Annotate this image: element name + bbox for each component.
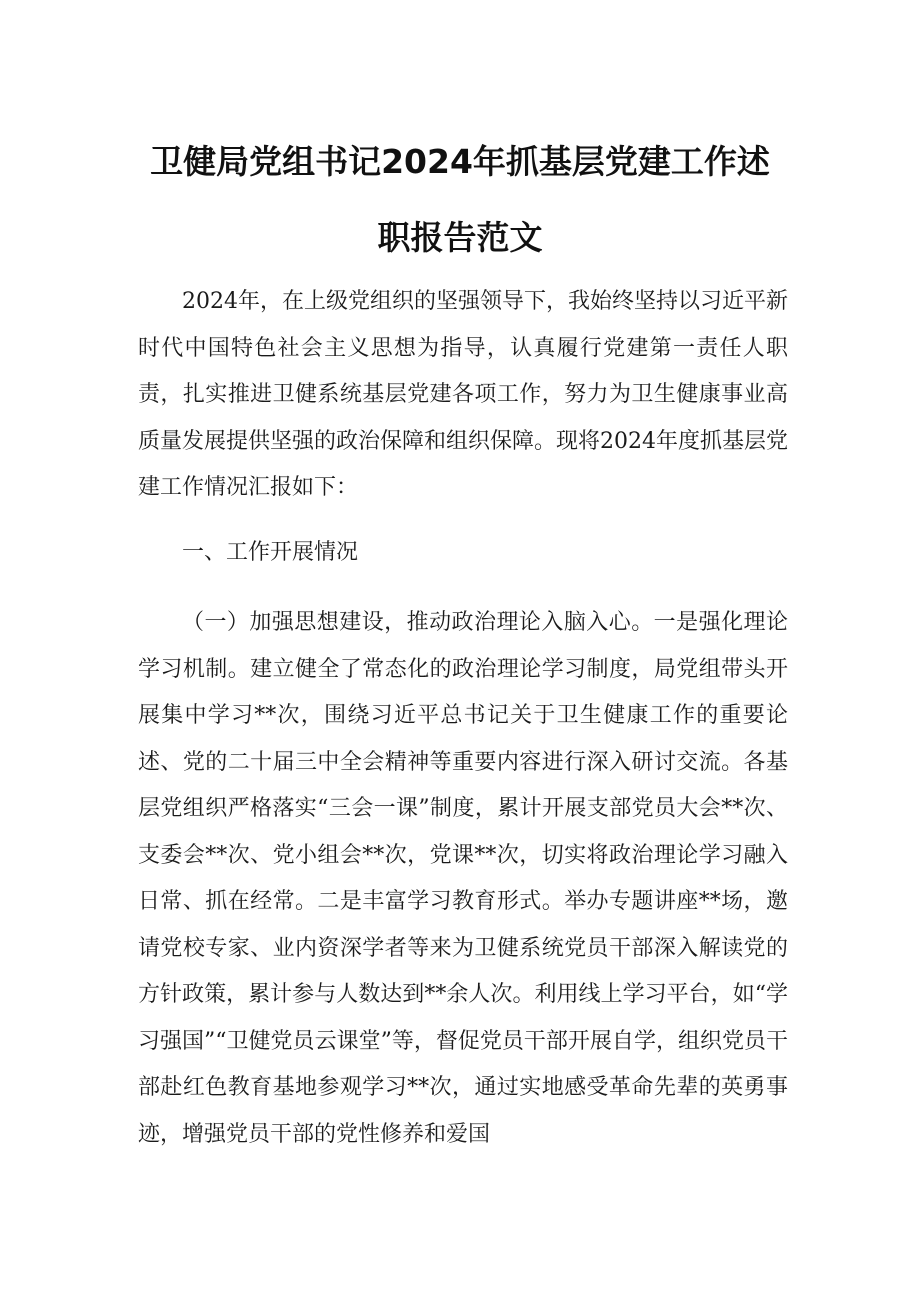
- intro-paragraph: 2024年，在上级党组织的坚强领导下，我始终坚持以习近平新时代中国特色社会主义思想为指导，认真履行党建第一责任人职责，扎实推进卫健系统基层党建各项工作，努力为卫生健康事业高质量发展提供坚强的政治保障和组织保障。现将2024年度抓基层党建工作情况汇报如下：: [138, 289, 788, 500]
- document-title-line-2: 职报告范文: [377, 218, 543, 257]
- section-heading: 一、工作开展情况: [182, 540, 359, 565]
- section-1-paragraph: （一）加强思想建设，推动政治理论入脑入心。一是强化理论学习机制。建立健全了常态化的政治理论学习制度，局党组带头开展集中学习**次，围绕习近平总书记关于卫生健康工作的重要论述、党的二十届三中全会精神等重要内容进行深入研讨交流。各基层党组织严格落实“三会一课”制度，累计开展支部党员大会**次、支委会**次、党小组会**次，党课**次，切实将政治理论学习融入日常、抓在经常。二是丰富学习教育形式。举办专题讲座**场，邀请党校专家、业内资深学者等来为卫健系统党员干部深入解读党的方针政策，累计参与人数达到**余人次。利用线上学习平台，如“学习强国”“卫健党员云课堂”等，督促党员干部开展自学，组织党员干部赴红色教育基地参观学习**次，通过实地感受革命先辈的英勇事迹，增强党员干部的党性修养和爱国: [138, 610, 788, 1147]
- document-title-line-1: 卫健局党组书记2024年抓基层党建工作述: [150, 142, 770, 181]
